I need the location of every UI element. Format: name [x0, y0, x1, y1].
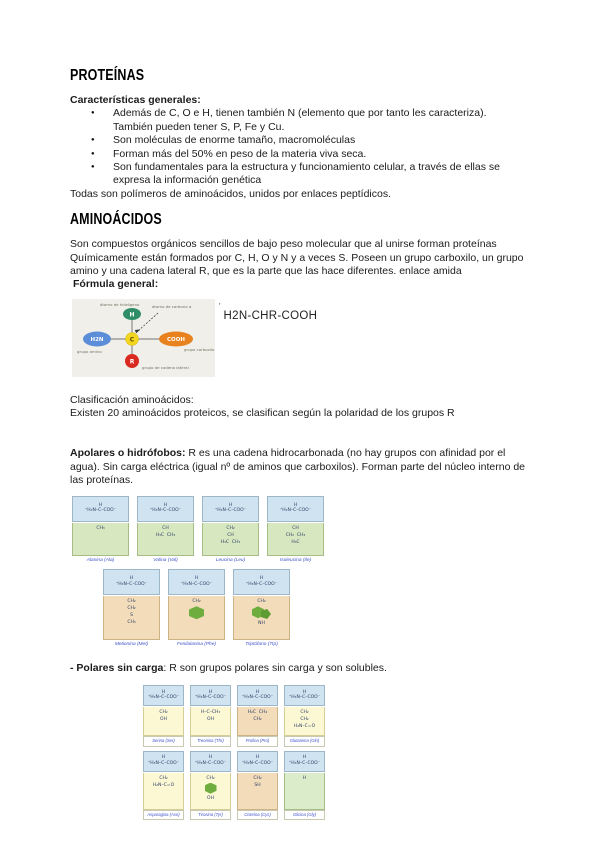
hydrogen-node-label: H — [129, 311, 135, 319]
aminoacid-card — [284, 751, 325, 821]
backbone-structure — [143, 751, 184, 772]
backbone-line: ⁺H₃N–C–COO⁻ — [115, 581, 148, 587]
side-chain-text: CH₂ — [159, 710, 168, 716]
carbon-node-label: C — [129, 336, 135, 344]
side-chain-box — [237, 707, 278, 736]
backbone-line: ⁺H₃N–C–COO⁻ — [180, 581, 213, 587]
aminoacid-name: Alanina (Ala) — [86, 557, 115, 563]
backbone-structure — [284, 685, 325, 706]
backbone-structure — [202, 496, 259, 522]
page-title-proteinas: PROTEÍNAS — [70, 67, 145, 84]
general-characteristics-list — [70, 107, 508, 187]
apolar-aminoacids-figure — [72, 496, 535, 649]
backbone-line: ⁺H₃N–C–COO⁻ — [194, 760, 227, 766]
classification-line1: Clasificación aminoácidos: — [70, 393, 194, 406]
backbone-structure — [168, 569, 225, 595]
side-chain-text: CH₂ — [300, 717, 309, 723]
backbone-structure — [267, 496, 324, 522]
side-chain-text: S — [130, 613, 133, 619]
aminoacid-name: Fenilalanina (Phe) — [177, 642, 216, 648]
side-chain-box — [143, 707, 184, 736]
backbone-hydrogen: H — [228, 502, 233, 508]
apolar-text: R es una cadena hidrocarbonada (no hay grupos con afinidad por el agua). Sin carga eléctrica (igual nº de aminos que carboxilos). Forman parte del núcleo interno de las proteínas. — [70, 447, 526, 487]
aminoacid-card — [190, 751, 231, 821]
side-chain-text: CH₂ — [127, 606, 136, 612]
benzene-ring-icon — [205, 783, 217, 794]
carboxyl-annotation: grupo carboxilo — [184, 346, 215, 352]
backbone-structure — [143, 685, 184, 706]
formula-text: H2N-CHR-COOH — [223, 309, 318, 322]
side-chain-text: CH₂ — [226, 525, 235, 531]
blank-line — [70, 421, 535, 434]
backbone-hydrogen: H — [129, 576, 134, 582]
backbone-structure — [233, 569, 290, 595]
side-chain-text: CH₂ — [257, 599, 266, 605]
side-chain-box — [284, 773, 325, 810]
aminoacid-card — [137, 496, 194, 565]
aminoacid-name: Glutamina (Gln) — [284, 736, 325, 747]
side-chain-box — [137, 523, 194, 556]
aminoacid-card — [237, 751, 278, 821]
side-chain-box — [284, 707, 325, 736]
backbone-line: ⁺H₃N–C–COO⁻ — [288, 760, 321, 766]
side-chain-box — [237, 773, 278, 810]
side-chain-text: OH — [207, 795, 214, 801]
side-chain-text: CH₂ — [192, 599, 201, 605]
polar-lead: - Polares sin carga — [70, 661, 164, 674]
aminoacid-card — [237, 685, 278, 747]
side-chain-text: CH₂ — [159, 775, 168, 781]
backbone-line: ⁺H₃N–C–COO⁻ — [245, 581, 278, 587]
polar-paragraph — [70, 662, 535, 675]
side-chain-text: CH₂ — [206, 775, 215, 781]
aminoacid-card — [143, 751, 184, 821]
side-chain-box — [103, 596, 160, 640]
backbone-hydrogen: H — [98, 502, 103, 508]
backbone-structure — [284, 751, 325, 772]
side-chain-box — [190, 707, 231, 736]
aminoacid-card — [202, 496, 259, 565]
backbone-hydrogen: H — [161, 755, 166, 761]
side-chain-text: H₃C CH₃ — [220, 539, 241, 545]
backbone-line: ⁺H₃N–C–COO⁻ — [288, 695, 321, 701]
aminoacid-card — [72, 496, 129, 565]
aminoacid-card — [190, 685, 231, 747]
amino-annotation: grupo amino — [77, 348, 102, 354]
backbone-hydrogen: H — [208, 755, 213, 761]
side-chain-text: OH — [160, 717, 167, 723]
apolar-paragraph — [70, 447, 535, 487]
carboxyl-node-label: COOH — [167, 337, 185, 344]
formula-general-heading: Fórmula general: — [73, 278, 159, 291]
side-chain-text: CH₃ — [127, 620, 136, 626]
backbone-structure — [103, 569, 160, 595]
aminoacid-formula-diagram — [72, 299, 215, 377]
aminoacid-name: Tirosina (Tyr) — [190, 810, 231, 821]
backbone-line: ⁺H₃N–C–COO⁻ — [214, 508, 247, 514]
backbone-structure — [137, 496, 194, 522]
side-chain-text: OH — [207, 717, 214, 723]
benzene-ring-icon — [189, 606, 204, 619]
backbone-hydrogen: H — [255, 755, 260, 761]
bullet-item: ● Son fundamentales para la estructura y funcionamiento celular, a través de ellas se expresa la información genética — [70, 161, 508, 188]
backbone-hydrogen: H — [194, 576, 199, 582]
section-title-aminoacidos: AMINOÁCIDOS — [70, 211, 162, 229]
aminoacid-card — [168, 569, 225, 649]
polymers-closing-line: Todas son polímeros de aminoácidos, unidos por enlaces peptídicos. — [70, 187, 392, 200]
aminoacid-card — [284, 685, 325, 747]
aminoacid-row — [143, 751, 535, 821]
backbone-hydrogen: H — [255, 689, 260, 695]
aminoacid-name: Leucina (Leu) — [215, 557, 246, 563]
aminoacid-card — [233, 569, 290, 649]
aminoacid-row — [72, 496, 535, 565]
side-chain-text: H₂N–C=O — [152, 782, 175, 788]
side-chain-box — [233, 596, 290, 640]
side-chain-box — [202, 523, 259, 556]
aminoacid-name: Valina (Val) — [153, 557, 178, 563]
backbone-structure — [237, 685, 278, 706]
aminoacid-row — [143, 685, 535, 747]
backbone-hydrogen: H — [259, 576, 264, 582]
backbone-line: ⁺H₃N–C–COO⁻ — [241, 695, 274, 701]
side-chain-text: CH — [162, 525, 169, 531]
aminoacid-row — [103, 569, 535, 649]
aminoacids-intro-paragraph: Son compuestos orgánicos sencillos de bajo peso molecular que al unirse forman proteínas Químicamente están formados por C, H, O y N y a veces S. Poseen un grupo carboxilo, un grupo amino y una cadena lateral R, que es la parte que las hace diferentes. enlace amida — [70, 238, 524, 278]
backbone-line: ⁺H₃N–C–COO⁻ — [241, 760, 274, 766]
backbone-hydrogen: H — [208, 689, 213, 695]
hydrogen-annotation: átomo de hidrógeno — [100, 301, 140, 307]
backbone-line: ⁺H₃N–C–COO⁻ — [147, 695, 180, 701]
aminoacid-card — [267, 496, 324, 565]
bullet-item: ● Además de C, O e H, tienen también N (elemento que por tanto les caracteriza). También pueden tener S, P, Fe y Cu. — [70, 107, 508, 134]
aminoacid-name: Cisteína (Cys) — [237, 810, 278, 821]
side-chain-text: CH₂ — [253, 717, 262, 723]
formula-figure-row — [72, 299, 535, 377]
backbone-structure — [190, 685, 231, 706]
aminoacid-name: Glicina (Gly) — [284, 810, 325, 821]
aminoacid-name: Metionina (Met) — [114, 642, 149, 648]
backbone-line: ⁺H₃N–C–COO⁻ — [279, 508, 312, 514]
backbone-hydrogen: H — [302, 755, 307, 761]
side-chain-text: CH₂ — [300, 710, 309, 716]
backbone-hydrogen: H — [302, 689, 307, 695]
side-chain-text: CH₂ — [253, 775, 262, 781]
polar-text: : R son grupos polares sin carga y son solubles. — [163, 661, 387, 674]
side-chain-text: H₃C CH₃ — [155, 532, 176, 538]
aminoacid-name: Isoleucina (Ile) — [279, 557, 312, 563]
aminoacid-name: Asparagina (Asn) — [143, 810, 184, 821]
side-chain-box — [72, 523, 129, 556]
aminoacid-name: Prolina (Pro) — [237, 736, 278, 747]
backbone-hydrogen: H — [161, 689, 166, 695]
indole-ring-icon — [252, 606, 271, 619]
general-characteristics-heading: Características generales: — [70, 94, 201, 106]
bullet-item: ● Forman más del 50% en peso de la materia viva seca. — [70, 148, 508, 161]
aminoacid-name: Triptófano (Trp) — [245, 642, 278, 648]
side-chain-text: H₂C CH₂ — [247, 710, 268, 716]
side-chain-text: SH — [254, 782, 261, 788]
backbone-line: ⁺H₃N–C–COO⁻ — [194, 695, 227, 701]
side-chain-text: CH₃ — [96, 525, 105, 531]
aminoacid-name: Serina (Ser) — [143, 736, 184, 747]
side-chain-text: CH — [227, 532, 234, 538]
side-chain-box — [143, 773, 184, 810]
side-chain-text: CH₂ CH₃ — [285, 532, 306, 538]
aminoacid-card — [143, 685, 184, 747]
classification-line2: Existen 20 aminoácidos proteicos, se clasifican según la polaridad de los grupos R — [70, 407, 455, 420]
side-chain-box — [190, 773, 231, 810]
aminoacid-card — [103, 569, 160, 649]
side-chain-text: CH — [292, 525, 299, 531]
side-chain-text: H–C–CH₃ — [200, 710, 221, 716]
polar-aminoacids-figure — [143, 685, 535, 820]
side-chain-box — [267, 523, 324, 556]
side-chain-text: H₂N–C=O — [293, 724, 316, 730]
bullet-item: ● Son moléculas de enorme tamaño, macromoléculas — [70, 134, 508, 147]
side-chain-text: CH₂ — [127, 599, 136, 605]
apolar-lead: Apolares o hidrófobos: — [70, 447, 186, 460]
backbone-structure — [190, 751, 231, 772]
side-chain-text: H — [302, 775, 307, 781]
amino-node-label: H2N — [90, 337, 104, 344]
backbone-hydrogen: H — [293, 502, 298, 508]
ring-part — [261, 609, 271, 619]
stray-mark: ' — [219, 301, 221, 311]
side-chain-text: H₃C — [291, 539, 300, 545]
side-chain-text: NH — [258, 621, 265, 627]
backbone-hydrogen: H — [163, 502, 168, 508]
backbone-line: ⁺H₃N–C–COO⁻ — [147, 760, 180, 766]
backbone-structure — [237, 751, 278, 772]
alpha-carbon-annotation: átomo de carbono α — [152, 303, 192, 309]
side-chain-node-label: R — [129, 358, 135, 366]
side-chain-annotation: grupo de cadena lateral — [142, 364, 189, 370]
backbone-structure — [72, 496, 129, 522]
backbone-line: ⁺H₃N–C–COO⁻ — [84, 508, 117, 514]
side-chain-box — [168, 596, 225, 640]
backbone-line: ⁺H₃N–C–COO⁻ — [149, 508, 182, 514]
aminoacid-name: Treonina (Thr) — [190, 736, 231, 747]
